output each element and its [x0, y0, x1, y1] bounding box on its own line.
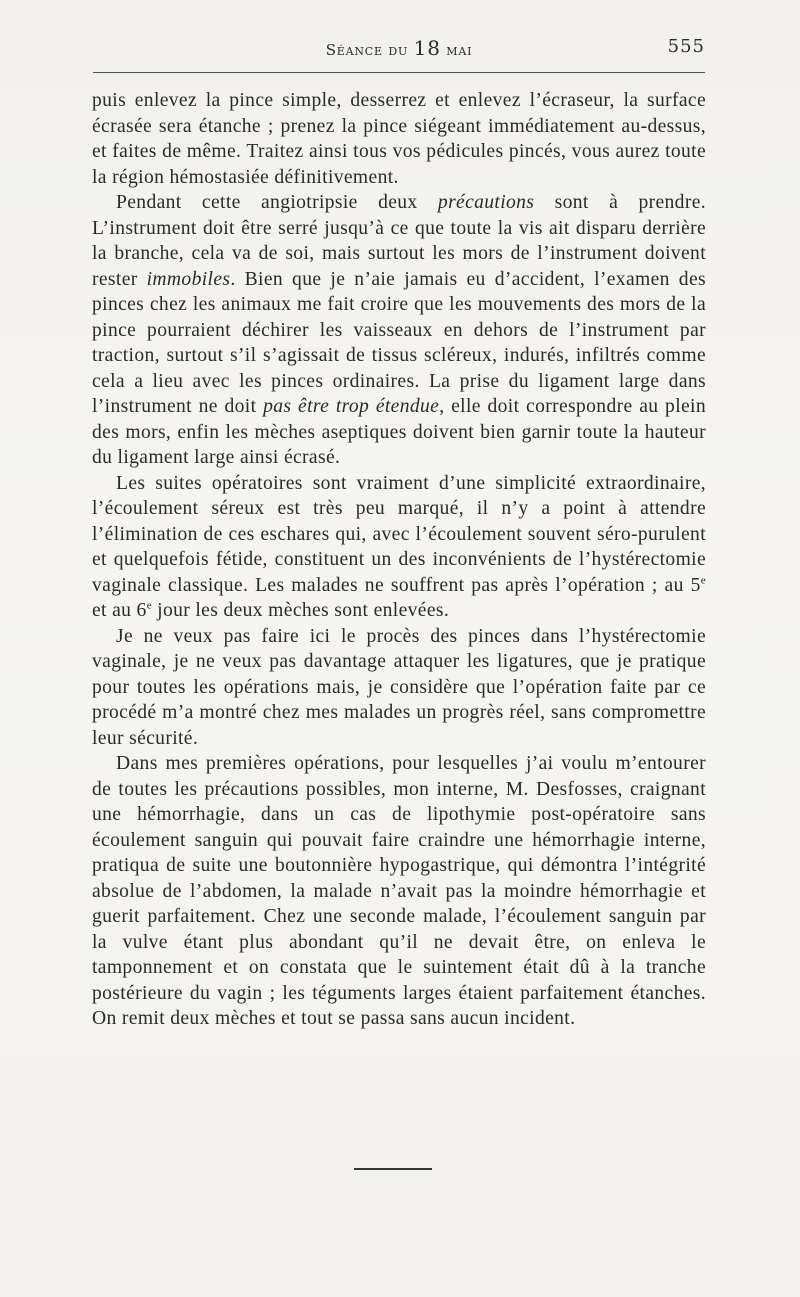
text-segment: , elle doit correspondre au plein des mors, enfin les mèches aseptiques doivent bien garnir toute la hauteur du ligament large ainsi écrasé.: [92, 396, 706, 468]
page-header: [93, 32, 705, 60]
page-number: 555: [667, 36, 705, 57]
italic-phrase: pas être trop étendue: [263, 396, 440, 417]
text-segment: . Bien que je n’aie jamais eu d’accident, l’examen des pinces chez les animaux me fait croire que les mouvements des mors de la pince pourraient déchirer les vaisseaux en dehors de l’instrument par traction, surtout s’il s’agissait de tissus scléreux, indurés, infiltrés comme cela a lieu avec les pinces ordinaires. La prise du ligament large dans l’instrument ne doit: [92, 268, 706, 417]
body-text: [92, 88, 706, 1032]
running-head-pre: Séance du: [325, 41, 414, 59]
text-segment: jour les deux mèches sont enlevées.: [151, 600, 450, 621]
text-segment: sont à prendre. L’instrument doit être serré jusqu’à ce que toute la vis ait disparu derrière la branche, cela va de soi, mais surtout les mors de l’instrument doivent rester: [92, 192, 706, 290]
running-head-day: 18: [413, 36, 441, 60]
running-head-post: mai: [440, 41, 473, 59]
text-segment: puis enlevez la pince simple, desserrez et enlevez l’écraseur, la surface écrasée sera étanche ; prenez la pince siégeant immédiatement au-dessus, et faites de même. Traitez ainsi tous vos pédicules pincés, vous aurez toute la région hémostasiée définitivement.: [92, 90, 706, 188]
paragraph-1: [92, 88, 706, 190]
text-segment: Je ne veux pas faire ici le procès des pinces dans l’hystérectomie vaginale, je ne veux pas davantage attaquer les ligatures, que je pratique pour toutes les opérations mais, je considère que l’opération faite par ce procédé m’a montré chez mes malades un progrès réel, sans compromettre leur sécurité.: [92, 625, 706, 749]
text-segment: et au 6: [92, 600, 147, 621]
paragraph-5: [92, 751, 706, 1032]
italic-phrase: immobiles: [146, 268, 231, 290]
header-rule: [93, 72, 705, 73]
closing-rule: [354, 1168, 432, 1170]
ordinal-superscript: e: [146, 599, 152, 612]
running-head: [93, 36, 705, 60]
paragraph-4: [92, 624, 706, 752]
paragraph-2: [92, 190, 706, 471]
italic-phrase: précautions: [437, 192, 535, 213]
text-segment: Pendant cette angiotripsie deux: [116, 192, 438, 213]
text-segment: Les suites opératoires sont vraiment d’une simplicité extraordinaire, l’écoulement séreux est très peu marqué, il n’y a point à attendre l’élimination de ces eschares qui, avec l’écoulement souvent séro-purulent et quelquefois fétide, constituent un des inconvénients de l’hystérectomie vaginale classique. Les malades ne souffrent pas après l’opération ; au 5: [92, 472, 706, 596]
ordinal-superscript: e: [700, 573, 706, 586]
paragraph-3: [92, 471, 706, 624]
text-segment: Dans mes premières opérations, pour lesquelles j’ai voulu m’entourer de toutes les précautions possibles, mon interne, M. Desfosses, craignant une hémorrhagie, dans un cas de lipothymie post-opératoire sans écoulement sanguin qui pouvait faire craindre une hémorrhagie interne, pratiqua de suite une boutonnière hypogastrique, qui démontra l’intégrité absolue de l’abdomen, la malade n’avait pas la moindre hémorrhagie et guerit parfaitement. Chez une seconde malade, l’écoulement sanguin par la vulve étant plus abondant qu’il ne devait être, on enleva le tamponnement et on constata que le suintement était dû à la tranche postérieure du vagin ; les téguments larges étaient parfaitement étanches. On remit deux mèches et tout se passa sans aucun incident.: [92, 753, 706, 1029]
